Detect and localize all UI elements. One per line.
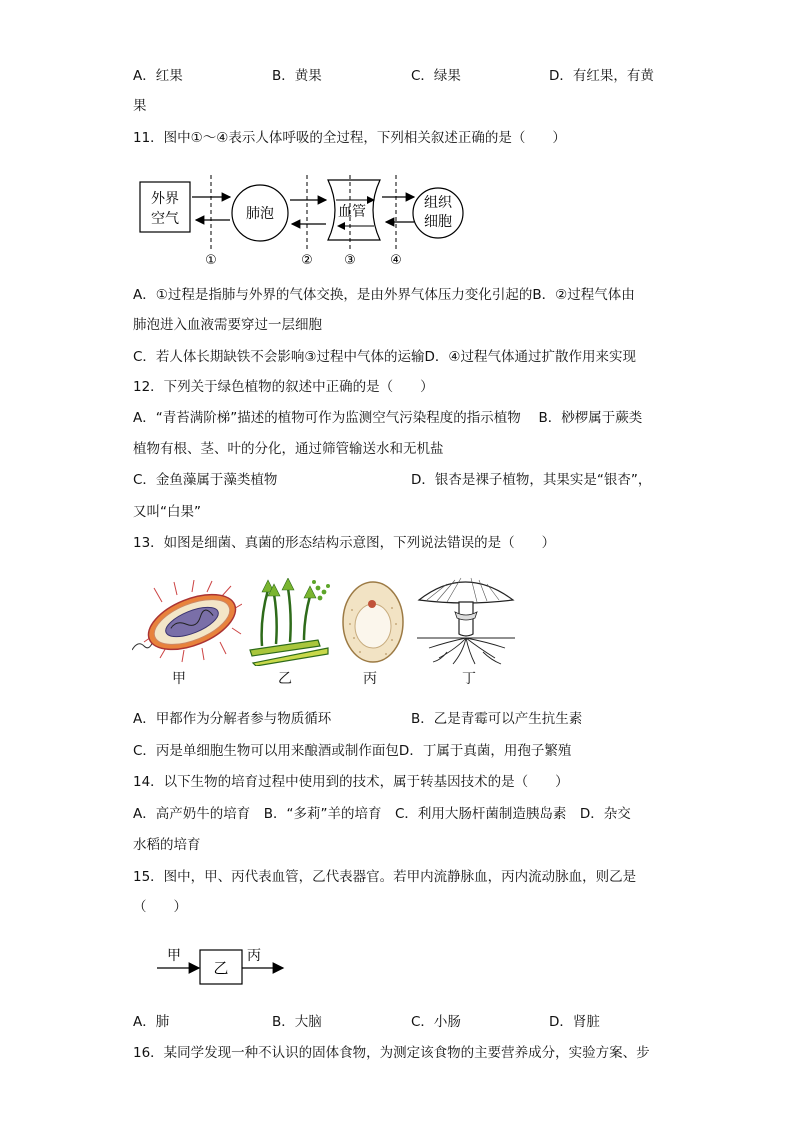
q13-options-line2: C．丙是单细胞生物可以用来酿酒或制作面包D．丁属于真菌，用孢子繁殖 [133,743,572,759]
q10-option-b: B．黄果 [272,68,322,84]
q15-option-c: C．小肠 [411,1014,461,1030]
mushroom-illustration [417,572,515,667]
q12-options-line1: A．“青苔满阶梯”描述的植物可作为监测空气污染程度的指示植物 B．桫椤属于蕨类 [133,410,643,426]
vessel-bing-label: 丙 [247,948,261,964]
q12-option-d: D．银杏是裸子植物，其果实是“银杏”， [411,472,652,488]
q10-option-d-continued: 果 [133,98,147,114]
vessel-jia-label: 甲 [167,948,181,964]
q10-option-a: A．红果 [133,68,183,84]
marker-2: ② [301,253,313,268]
q11-stem: 11．图中①～④表示人体呼吸的全过程，下列相关叙述正确的是（ ） [133,130,566,146]
q13-option-a: A．甲都作为分解者参与物质循环 [133,711,332,727]
alveoli-label: 肺泡 [246,206,274,222]
outside-air-label-1: 外界 [151,191,179,207]
outside-air-label-2: 空气 [151,211,179,227]
q15-option-a: A．肺 [133,1014,170,1030]
marker-3: ③ [344,253,356,268]
respiration-diagram [130,170,470,270]
q12-option-c: C．金鱼藻属于藻类植物 [133,472,278,488]
q11-options-line2: 肺泡进入血液需要穿过一层细胞 [133,317,322,333]
q15-stem: 15．图中，甲、丙代表血管，乙代表器官。若甲内流静脉血，丙内流动脉血，则乙是 [133,869,637,885]
bacterium-illustration [132,580,242,665]
penicillium-illustration [248,578,333,666]
q16-stem: 16．某同学发现一种不认识的固体食物，为测定该食物的主要营养成分，实验方案、步 [133,1045,650,1061]
q14-options-line2: 水稻的培育 [133,837,201,853]
q14-stem: 14．以下生物的培育过程中使用到的技术，属于转基因技术的是（ ） [133,774,569,790]
q10-option-d: D．有红果，有黄 [549,68,654,84]
label-yi: 乙 [278,671,292,687]
q15-option-b: B．大脑 [272,1014,322,1030]
q12-stem: 12．下列关于绿色植物的叙述中正确的是（ ） [133,379,434,395]
label-ding: 丁 [462,671,476,687]
q11-options-line1: A．①过程是指肺与外界的气体交换，是由外界气体压力变化引起的B．②过程气体由 [133,287,635,303]
yeast-illustration [340,580,406,665]
q12-option-d-continued: 又叫“白果” [133,504,201,520]
q11-options-line3: C．若人体长期缺铁不会影响③过程中气体的运输D．④过程气体通过扩散作用来实现 [133,349,637,365]
marker-4: ④ [390,253,402,268]
vessel-label: 血管 [338,204,366,220]
organ-yi-label: 乙 [213,959,229,977]
marker-1: ① [205,253,217,268]
q13-stem: 13．如图是细菌、真菌的形态结构示意图，下列说法错误的是（ ） [133,535,556,551]
label-jia: 甲 [172,671,186,687]
q10-option-c: C．绿果 [411,68,461,84]
blood-vessel-diagram [155,940,290,988]
q13-option-b: B．乙是青霉可以产生抗生素 [411,711,583,727]
q15-option-d: D．肾脏 [549,1014,600,1030]
tissue-label-2: 细胞 [424,214,452,230]
q14-options-line1: A．高产奶牛的培育 B．“多莉”羊的培育 C．利用大肠杆菌制造胰岛素 D．杂交 [133,806,631,822]
label-bing: 丙 [363,671,377,687]
tissue-label-1: 组织 [424,195,452,211]
q12-options-line2: 植物有根、茎、叶的分化，通过筛管输送水和无机盐 [133,441,444,457]
q15-stem-continued: （ ） [133,899,187,915]
